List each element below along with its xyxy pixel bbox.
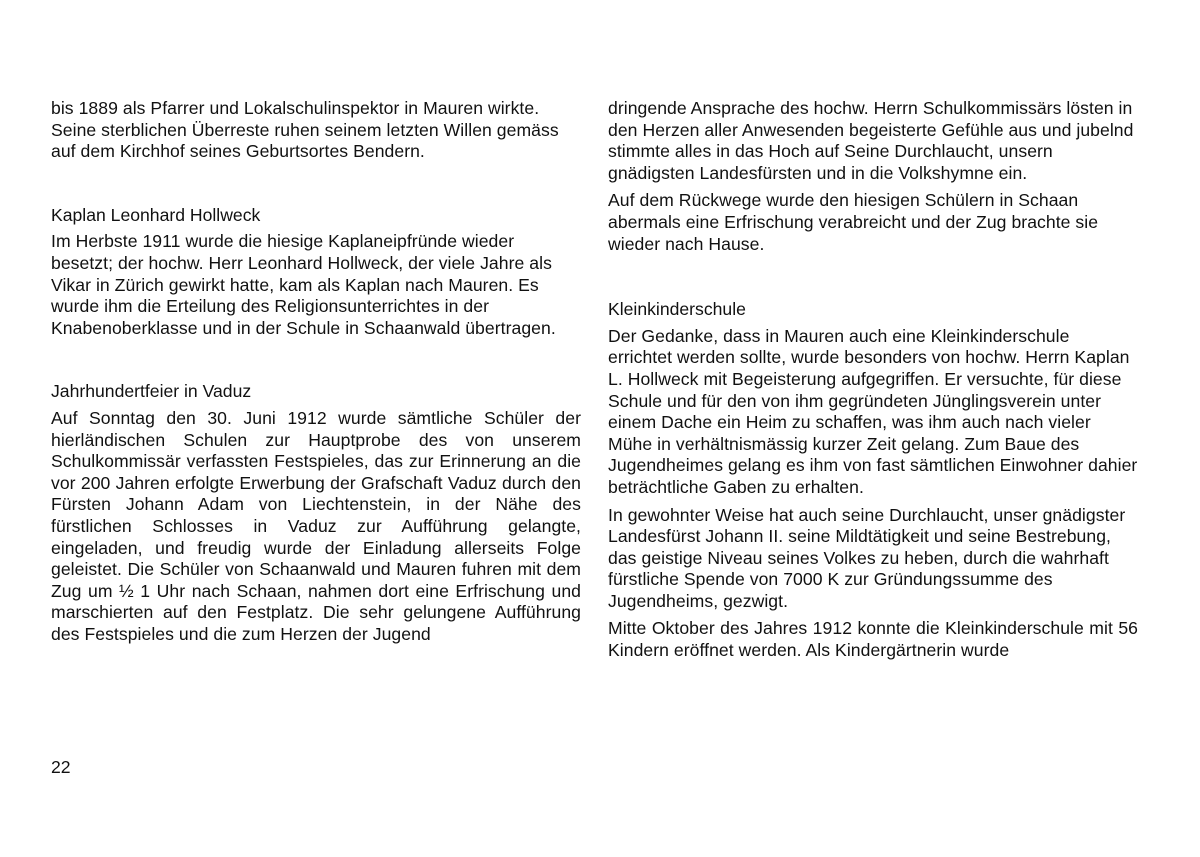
paragraph-eroeffnung: Mitte Oktober des Jahres 1912 konnte die Kleinkinderschule mit 56 Kindern eröffnet werden. Als Kindergärtnerin wurde [608, 618, 1138, 661]
right-column [608, 98, 1138, 662]
paragraph-spende: In gewohnter Weise hat auch seine Durchlaucht, unser gnädigster Landesfürst Johann II. seine Mildtätigkeit und seine Bestrebung, das geistige Niveau seines Volkes zu heben, durch die wahrhaft fürstliche Spende von 7000 K zur Gründungssumme des Jugendheims, gezwigt. [608, 504, 1126, 611]
section-heading-hollweck: Kaplan Leonhard Hollweck [51, 204, 261, 225]
paragraph-kleinkinderschule: Der Gedanke, dass in Mauren auch eine Kleinkinderschule errichtet werden sollte, wurde besonders von hochw. Herrn Kaplan L. Hollweck mit Begeisterung aufgegriffen. Er versuchte, für diese Schule und für den von ihm gegründeten Jünglingsverein unter einem Dache ein Heim zu schaffen, was ihm auch nach vieler Mühe in verhältnismässig kurzer Zeit gelang. Zum Baue des Jugendheimes gelang es ihm von fast sämtlichen Einwohner dahier beträchtliche Gaben zu erhalten. [608, 325, 1138, 497]
section-heading-kleinkinderschule: Kleinkinderschule [608, 299, 746, 320]
left-column [51, 98, 581, 645]
page-number: 22 [51, 757, 71, 777]
paragraph-jahrhundertfeier: Auf Sonntag den 30. Juni 1912 wurde sämtliche Schüler der hierländischen Schulen zur Hauptprobe des von unserem Schulkommissär verfassten Festspieles, das zur Erinnerung an die vor 200 Jahren erfolgte Erwerbung der Grafschaft Vaduz durch den Fürsten Johann Adam von Liechtenstein, in der Nähe des fürstlichen Schlosses in Vaduz zur Aufführung gelangte, eingeladen, und freudig wurde der Einladung allerseits Folge geleistet. Die Schüler von Schaanwald und Mauren fuhren mit dem Zug um ½ 1 Uhr nach Schaan, nahmen dort eine Erfrischung und marschierten auf den Festplatz. Die sehr gelungene Aufführung des Festspieles und die zum Herzen der Jugend [51, 407, 581, 644]
paragraph-hollweck: Im Herbste 1911 wurde die hiesige Kaplaneipfründe wieder besetzt; der hochw. Herr Leonhard Hollweck, der viele Jahre als Vikar in Zürich gewirkt hatte, kam als Kaplan nach Mauren. Es wurde ihm die Erteilung des Religionsunterrichtes in der Knabenoberklasse und in der Schule in Schaanwald übertragen. [51, 231, 556, 338]
paragraph-ansprache: dringende Ansprache des hochw. Herrn Schulkommissärs lösten in den Herzen aller Anwesenden begeisterte Gefühle aus und jubelnd stimmte alles in das Hoch auf Seine Durchlaucht, unsern gnädigsten Landesfürsten und in die Volkshymne ein. [608, 98, 1134, 183]
section-heading-jahrhundertfeier: Jahrhundertfeier in Vaduz [51, 381, 252, 402]
paragraph-rueckweg: Auf dem Rückwege wurde den hiesigen Schülern in Schaan abermals eine Erfrischung verabreicht und der Zug brachte sie wieder nach Hause. [608, 190, 1099, 254]
paragraph-mauren-pfarrer: bis 1889 als Pfarrer und Lokalschulinspektor in Mauren wirkte. Seine sterblichen Überreste ruhen seinem letzten Willen gemäss auf dem Kirchhof seines Geburtsortes Bendern. [51, 98, 559, 162]
